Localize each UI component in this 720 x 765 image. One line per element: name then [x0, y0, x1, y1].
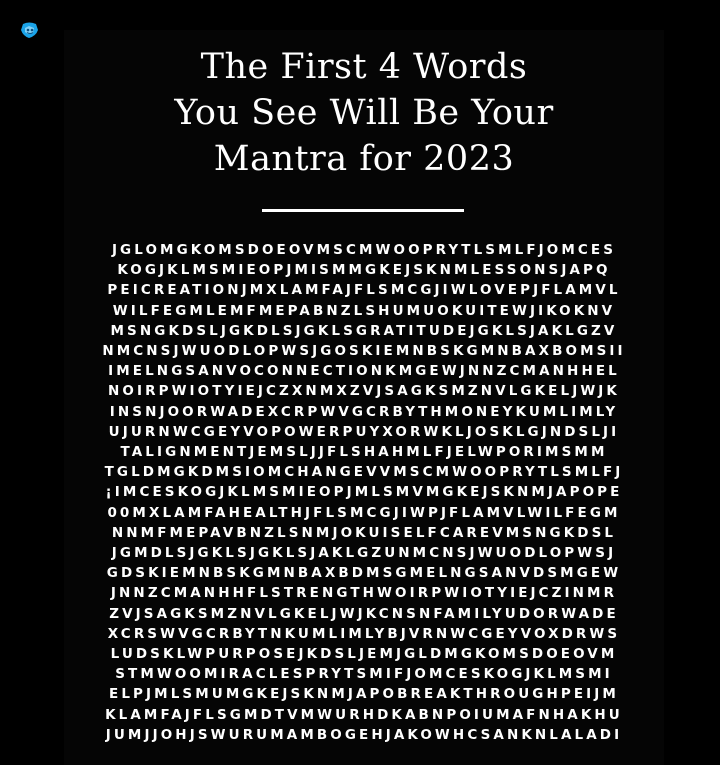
letter-row: NNMFMEPAVBNZLSNMJOKUISELFCAREVMSNGKDSL: [111, 524, 617, 541]
letter-row: NOIRPWIOTYIEJCZXNMXZVJSAGKSMZNVLGKELJWJK: [107, 383, 620, 400]
title-line-3: Mantra for 2023: [213, 139, 515, 179]
letter-row: LUDSKLWPURPOSEJKDSLJEMJGLDMGKOMSDOEOVM: [110, 646, 618, 663]
title-line-1: The First 4 Words: [200, 47, 528, 87]
letter-row: JGLOMGKOMSDOEOVMSCMWOOPRYTLSMLFJOMCES: [111, 242, 617, 258]
letter-row: INSNJOORWADEXCRPWVGCRBYTHMONEYKUMLIMLY: [109, 403, 619, 420]
sticker-icon-graphic: [20, 21, 39, 39]
letter-row: XCRSWVGCRBYTNKUMLIMLYBJVRNWCGEYVOXDRWS: [107, 625, 621, 642]
letter-row: JUMJJOHJSWURUMAMBOGEHJAKOWHCSANKNLALADI: [105, 726, 623, 743]
letter-row: 00MXLAMFAHEALTHJFLSMCGJIWPJFLAMVLWILFEGM: [107, 504, 621, 521]
letter-grid: [70, 240, 658, 745]
letter-row: JNNZCMANHHFLSTRENGTHWOIRPWIOTYIEJCZINMR: [110, 585, 618, 602]
letter-row: UJURNWCGEYVOPOWERPUYXORWKLJOSKLGJNDSLJI: [108, 423, 620, 440]
letter-row: NMCNSJWUODLOPWSJGOSKIEMNBSKGMNBAXBOMSII: [102, 343, 626, 360]
letter-row: IMELNGSANVOCONNECTIONKMGEWJNNZCMANHHEL: [108, 363, 620, 380]
letter-row: JGMDLSJGKLSJGKLSJAKLGZUNMCNSJWUODLOPWSJ: [111, 545, 617, 562]
letter-row: WILFEGMLEMFMEPABNZLSHUMUOKUITEWJIKOKNV: [112, 302, 616, 319]
letter-row: PEICREATIONJMXLAMFAJFLSMCGJIWLOVEPJFLAMVL: [107, 282, 621, 299]
page-title: [64, 44, 664, 182]
letter-row: MSNGKDSLJGKDLSJGKLSGRATITUDEJGKLSJAKLGZV: [110, 322, 618, 339]
letter-row: ZVJSAGKSMZNVLGKELJWJKCNSNFAMILYUDORWADE: [109, 605, 619, 622]
letter-row: ELPJMLSMUMGKEJSKNMJAPOBREAKTHROUGHPEIJM: [109, 686, 619, 703]
letter-row: TALIGNMENTJEMSLJJFLSHAHMLFJELWPORIMSMM: [120, 444, 608, 461]
title-line-2: You See Will Be Your: [174, 93, 554, 133]
letter-row: GDSKIEMNBSKGMNBAXBDMSGMELNGSANVDSMGEW: [106, 565, 622, 582]
letter-row: STMWOOMIRACLESPRYTSMIFJOMCESKOGJKLMSMI: [115, 666, 613, 683]
letter-row: KLAMFAJFLSGMDTVMWURHDKABNPOIUMAFNHAKHU: [105, 706, 623, 723]
title-divider: [262, 209, 464, 212]
sticker-icon[interactable]: [20, 21, 39, 39]
letter-row: ¡IMCESKOGJKLMSMIEOPJMLSMVMGKEJSKNMJAPOPE: [105, 484, 623, 501]
letter-row: KOGJKLMSMIEOPJMISMMGKEJSKNMLESSONSJAPQ: [117, 262, 611, 279]
letter-row: TGLDMGKDMSIOMCHANGEVVMSCMWOOPRYTLSMLFJ: [104, 464, 624, 481]
